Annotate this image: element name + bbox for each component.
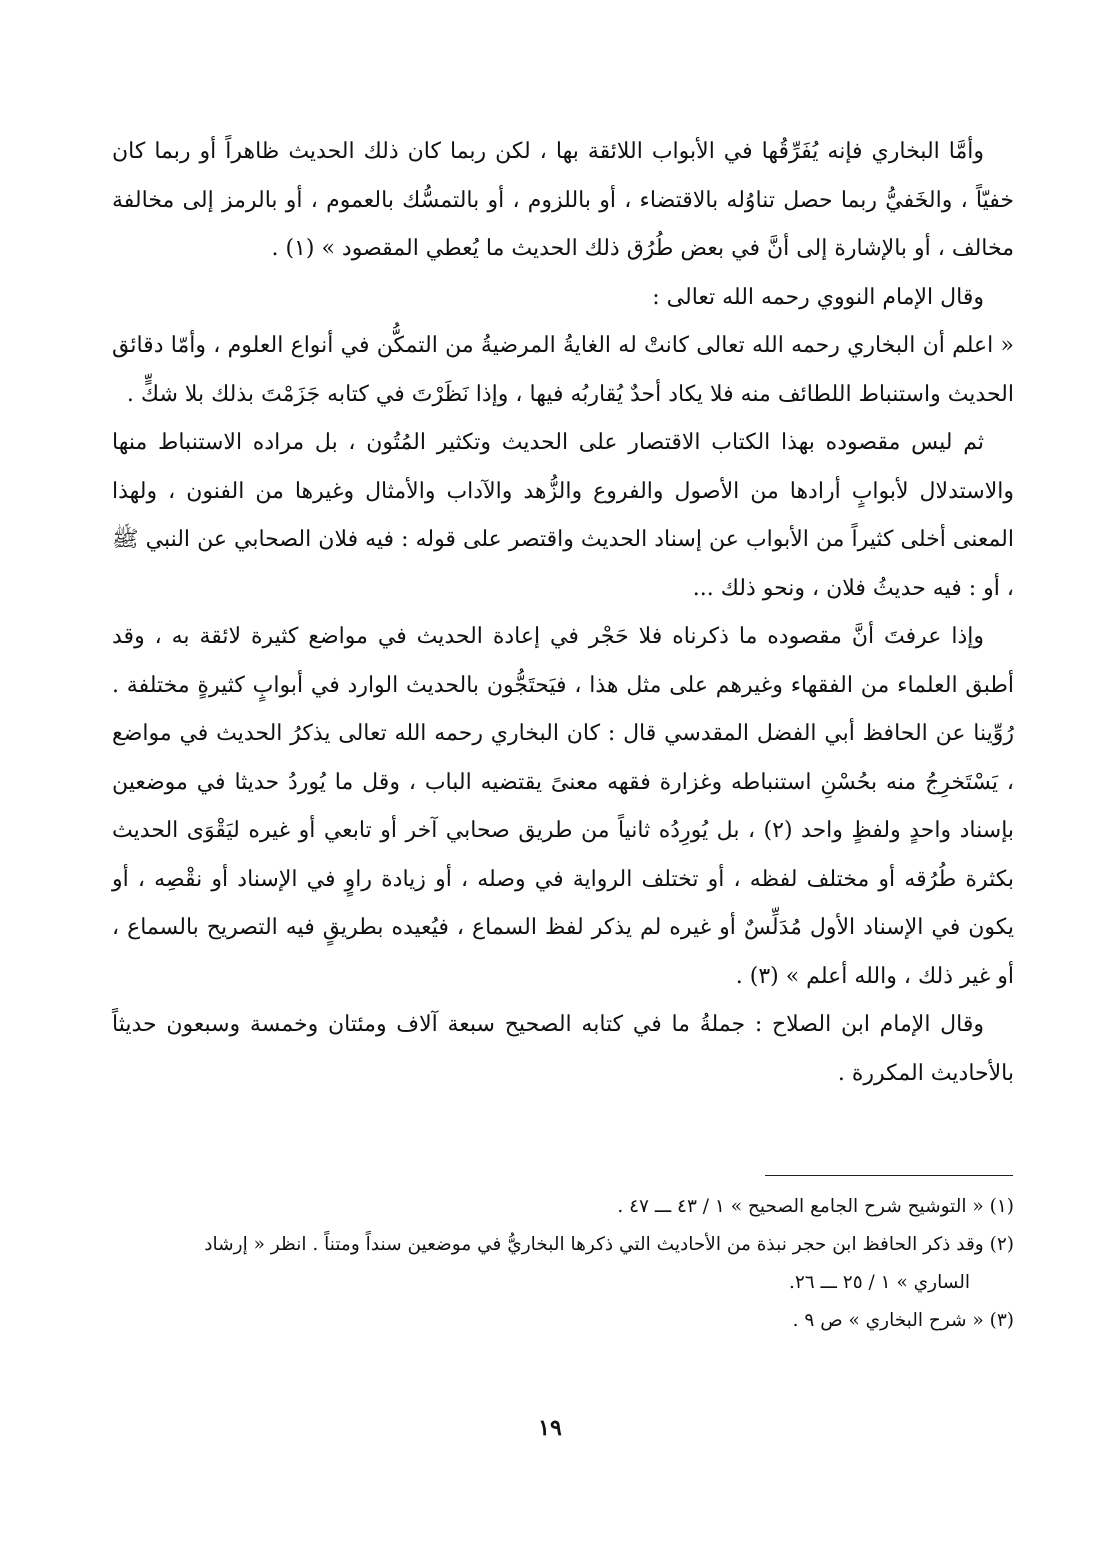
text-line: بلا شكٍّ .	[126, 381, 205, 407]
text-line: بحُسْنِ استنباطه وغزارة فقهه معنىً يقتضيه الباب ، وقل ما يُوردُ حديثا في موضعين بإسناد واحدٍ ولفظٍ	[112, 769, 1015, 843]
text-line: ثم ليس مقصوده بهذا الكتاب الاقتصار على الحديث وتكثير المُتُون ، بل مراده الاستنباط منها	[112, 430, 984, 455]
text-line: « اعلم أن البخاري رحمه الله تعالى كانتْ له الغايةُ المرضيةُ من التمكُّن في أنواع العلوم ، وأمّا دقائق	[112, 333, 1014, 358]
footnote-text: الساري » ١ / ٢٥ ـــ ٢٦.	[788, 1272, 970, 1293]
footnote-text: (٢) وقد ذكر الحافظ ابن حجر نبذة من الأحاديث التي ذكرها البخاريُّ في موضعين سنداً ومتناً . انظر « إرشاد	[204, 1234, 1014, 1255]
text-line: بالأحاديث المكررة .	[837, 1060, 1014, 1086]
page-number: ١٩	[538, 1415, 562, 1441]
paragraph-nawawi-intro	[112, 274, 1014, 323]
footnote-text: (٣) « شرح البخاري » ص ٩ .	[792, 1310, 1014, 1331]
footnote-2	[112, 1226, 1014, 1264]
text-line: الحديث واستنباط اللطائف منه فلا يكاد أحدٌ يُقاربُه فيها ، وإذا نَظَرْتَ في كتابه جَزَمْتَ بذلك	[211, 381, 1014, 407]
text-line: مخالف ، أو بالإشارة إلى أنَّ في بعض طُرُق ذلك الحديث ما يُعطي المقصود » (١) .	[271, 236, 1014, 261]
text-line: والاستدلال لأبوابٍ أرادها من الأصول والفروع والزُّهد والآداب والأمثال وغيرها من الفنون ، ولهذا	[112, 478, 1014, 504]
text-line: وأمَّا البخاري فإنه يُفَرِّقُها في الأبواب اللائقة بها ، لكن ربما كان ذلك الحديث ظاهراً أو ربما كان	[112, 139, 984, 164]
main-text	[112, 128, 1014, 1098]
text-line: واحد (٢) ، بل يُورِدُه ثانياً من طريق صحابي آخر أو تابعي أو غيره ليَقْوَى الحديث بكثرة طُرُقه أو مختلف	[112, 818, 1014, 892]
text-line: وقال الإمام النووي رحمه الله تعالى :	[652, 284, 984, 310]
text-line: خفيّاً ، والخَفيُّ ربما حصل تناوُله بالاقتضاء ، أو باللزوم ، أو بالتمسُّك بالعموم ، أو بالرمز إلى مخالفة	[112, 187, 1014, 213]
footnote-3	[112, 1302, 1014, 1340]
footnote-text: (١) « التوشيح شرح الجامع الصحيح » ١ / ٤٣ ـــ ٤٧ .	[617, 1196, 1014, 1217]
text-line: لفظه ، أو تختلف الرواية في وصله ، أو زيادة راوٍ في الإسناد أو نقْصِه ، أو يكون في الإسناد الأول مُدَلِّسٌ	[112, 866, 1015, 940]
text-line: الحافظ أبي الفضل المقدسي قال : كان البخاري رحمه الله تعالى يذكرُ الحديث في مواضع ، يَسْتَخرِجُ منه	[112, 721, 1014, 795]
paragraph-bukhari-distribution	[112, 128, 1014, 274]
text-line: وإذا عرفتَ أنَّ مقصوده ما ذكرناه فلا حَجْر في إعادة الحديث في مواضع كثيرة لائقة به ، وقد أطبق	[112, 624, 1015, 698]
text-line: المعنى أخلى كثيراً من الأبواب عن إسناد الحديث واقتصر على قوله : فيه فلان الصحابي عن النبي ﷺ ،	[112, 527, 1014, 601]
footnote-2-continuation	[112, 1264, 1014, 1302]
text-line: العلماء من الفقهاء وغيرهم على مثل هذا ، فيَحتَجُّون بالحديث الوارد في أبوابٍ كثيرةٍ مختلفة . رُوِّينا عن	[112, 672, 1014, 746]
text-line: أو : فيه حديثُ فلان ، ونحو ذلك ...	[692, 575, 1000, 601]
paragraph-purpose	[112, 419, 1014, 613]
text-line: وقال الإمام ابن الصلاح : جملةُ ما في كتابه الصحيح سبعة آلاف ومئتان وخمسة وسبعون حديثاً	[112, 1012, 984, 1037]
paragraph-ibn-salah	[112, 1001, 1014, 1098]
paragraph-repetition	[112, 613, 1014, 1001]
footnotes	[112, 1188, 1014, 1340]
paragraph-nawawi-quote	[112, 322, 1014, 419]
footnote-separator	[765, 1175, 1013, 1176]
text-line: أو غيره لم يذكر لفظ السماع ، فيُعيده بطريقٍ فيه التصريح بالسماع ، أو غير ذلك ، والله أعلم » (٣) .	[112, 915, 1014, 989]
footnote-1	[112, 1188, 1014, 1226]
